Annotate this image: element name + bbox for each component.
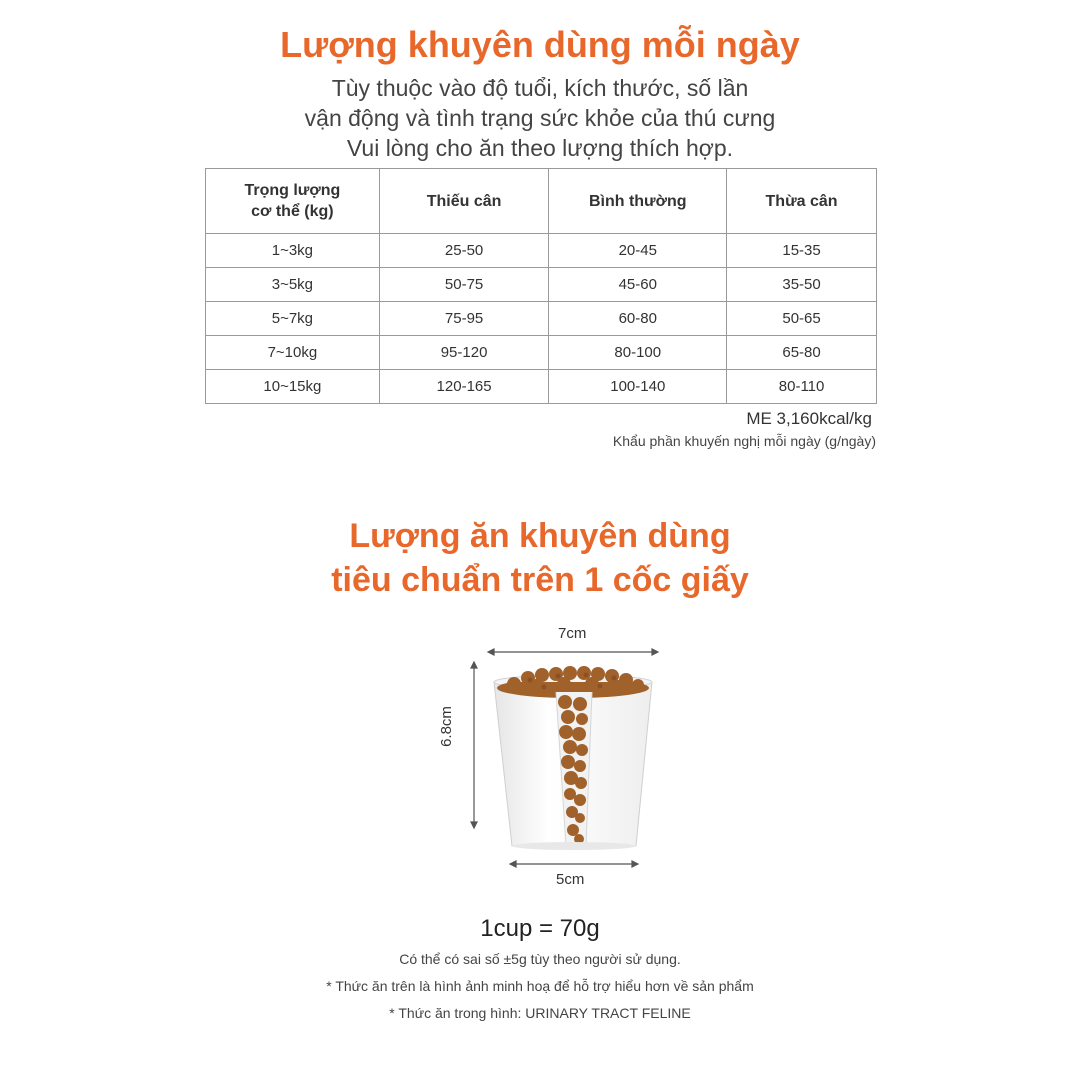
cell-normal: 20-45 <box>549 234 727 268</box>
cell-normal: 100-140 <box>549 370 727 404</box>
header-body-weight <box>206 169 380 234</box>
cell-overweight: 15-35 <box>727 234 877 268</box>
subtitle-line-2: vận động và tình trạng sức khỏe của thú cưng <box>304 105 776 131</box>
cell-weight: 10~15kg <box>206 370 380 404</box>
cup-weight-equation: 1cup = 70g <box>480 915 600 942</box>
page-title: Lượng khuyên dùng mỗi ngày <box>280 24 800 65</box>
cell-weight: 5~7kg <box>206 302 380 336</box>
header-normal: Bình thường <box>549 169 727 234</box>
cup-title-line-2: tiêu chuẩn trên 1 cốc giấy <box>331 561 749 599</box>
cell-weight: 7~10kg <box>206 336 380 370</box>
cell-overweight: 80-110 <box>727 370 877 404</box>
table-row <box>206 268 877 302</box>
tolerance-note: Có thể có sai số ±5g tùy theo người sử dụng. <box>399 951 681 967</box>
metabolizable-energy: ME 3,160kcal/kg <box>746 409 872 428</box>
header-underweight: Thiếu cân <box>379 169 549 234</box>
table-row <box>206 234 877 268</box>
cup-illustration <box>437 620 680 900</box>
bottom-width-label: 5cm <box>556 871 585 888</box>
cell-underweight: 95-120 <box>379 336 549 370</box>
feeding-guidance-text <box>0 73 1080 163</box>
cup-title-line-1: Lượng ăn khuyên dùng <box>349 517 731 555</box>
table-row <box>206 336 877 370</box>
table-row <box>206 302 877 336</box>
header-body-weight-line-1: Trọng lượng <box>244 182 341 199</box>
cell-underweight: 25-50 <box>379 234 549 268</box>
table-row <box>206 370 877 404</box>
cell-overweight: 50-65 <box>727 302 877 336</box>
portion-note: Khẩu phần khuyến nghị mỗi ngày (g/ngày) <box>612 433 876 449</box>
cup-section-title <box>0 514 1080 602</box>
header-body-weight-line-2: cơ thể (kg) <box>251 203 334 220</box>
feeding-table <box>205 168 877 404</box>
cell-underweight: 50-75 <box>379 268 549 302</box>
cell-normal: 80-100 <box>549 336 727 370</box>
cell-overweight: 35-50 <box>727 268 877 302</box>
subtitle-line-3: Vui lòng cho ăn theo lượng thích hợp. <box>346 135 734 161</box>
cell-normal: 60-80 <box>549 302 727 336</box>
cell-normal: 45-60 <box>549 268 727 302</box>
paper-cup-diagram <box>437 620 680 900</box>
cell-underweight: 120-165 <box>379 370 549 404</box>
header-overweight: Thừa cân <box>727 169 877 234</box>
cell-weight: 3~5kg <box>206 268 380 302</box>
cell-weight: 1~3kg <box>206 234 380 268</box>
cell-overweight: 65-80 <box>727 336 877 370</box>
illustration-note: * Thức ăn trên là hình ảnh minh hoạ để hỗ trợ hiểu hơn về sản phẩm <box>326 978 754 994</box>
height-label: 6.8cm <box>437 706 455 747</box>
table-header-row <box>206 169 877 234</box>
top-width-label: 7cm <box>558 625 587 642</box>
subtitle-line-1: Tùy thuộc vào độ tuổi, kích thước, số lần <box>331 75 749 101</box>
cell-underweight: 75-95 <box>379 302 549 336</box>
product-note: * Thức ăn trong hình: URINARY TRACT FELINE <box>389 1005 691 1021</box>
